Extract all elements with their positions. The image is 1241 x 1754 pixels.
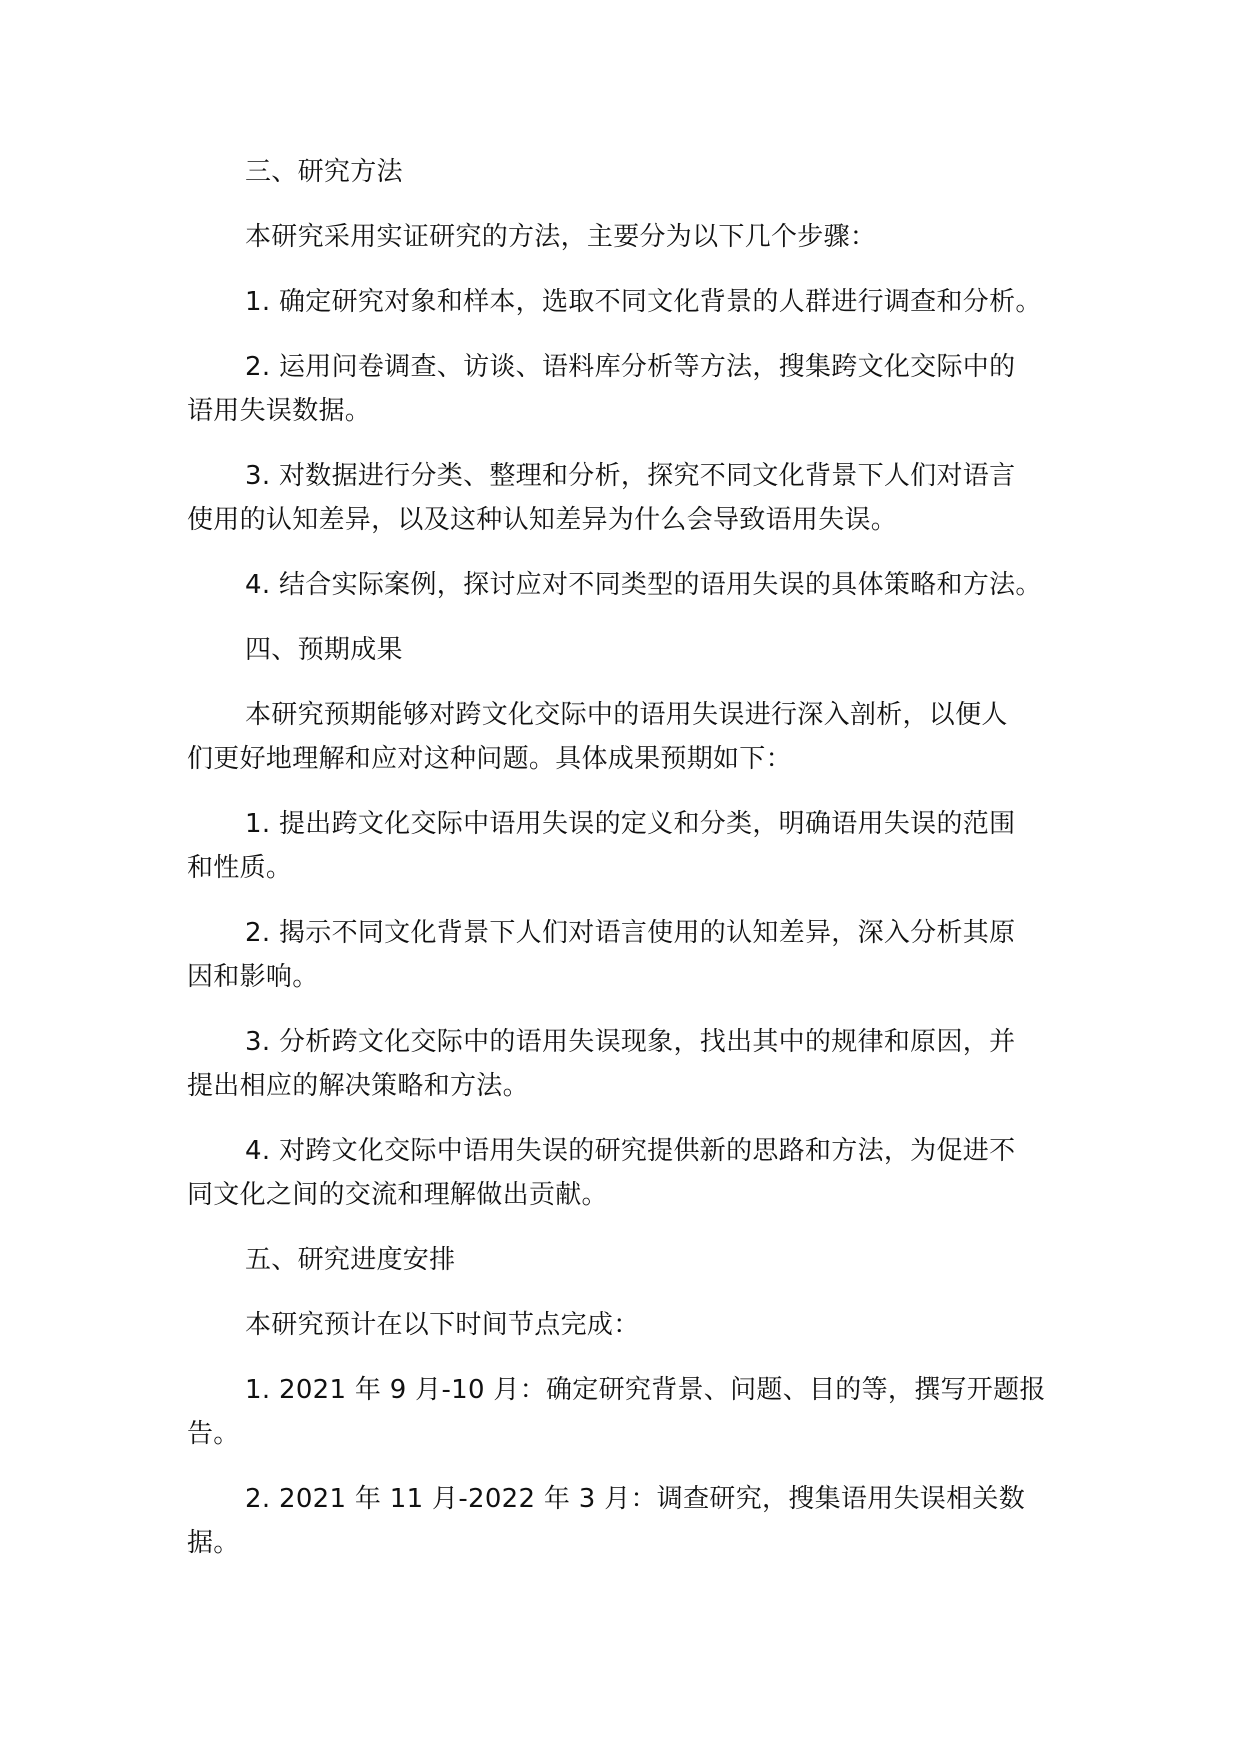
list-item: 4. 对跨文化交际中语用失误的研究提供新的思路和方法，为促进不 同文化之间的交流和理解做出贡献。 bbox=[187, 1136, 1016, 1210]
section-heading-schedule: 五、研究进度安排 bbox=[245, 1245, 456, 1275]
list-item: 2. 运用问卷调查、访谈、语料库分析等方法，搜集跨文化交际中的 语用失误数据。 bbox=[187, 352, 1016, 426]
section-heading-methods: 三、研究方法 bbox=[245, 157, 403, 187]
list-item: 2. 2021 年 11 月-2022 年 3 月：调查研究，搜集语用失误相关数据。 bbox=[187, 1484, 1026, 1558]
list-item: 1. 提出跨文化交际中语用失误的定义和分类，明确语用失误的范围 和性质。 bbox=[187, 809, 1016, 883]
list-item: 3. 对数据进行分类、整理和分析，探究不同文化背景下人们对语言 使用的认知差异，以及这种认知差异为什么会导致语用失误。 bbox=[187, 461, 1016, 535]
list-item: 1. 2021 年 9 月-10 月：确定研究背景、问题、目的等，撰写开题报 告。 bbox=[187, 1375, 1046, 1449]
list-item: 3. 分析跨文化交际中的语用失误现象，找出其中的规律和原因，并 提出相应的解决策略和方法。 bbox=[187, 1027, 1016, 1101]
paragraph: 本研究预计在以下时间节点完成： bbox=[245, 1310, 640, 1340]
list-item: 1. 确定研究对象和样本，选取不同文化背景的人群进行调查和分析。 bbox=[245, 287, 1042, 317]
paragraph: 本研究采用实证研究的方法，主要分为以下几个步骤： bbox=[245, 222, 877, 252]
list-item: 4. 结合实际案例，探讨应对不同类型的语用失误的具体策略和方法。 bbox=[245, 570, 1042, 600]
list-item: 2. 揭示不同文化背景下人们对语言使用的认知差异，深入分析其原 因和影响。 bbox=[187, 918, 1016, 992]
document-body bbox=[187, 150, 1057, 1586]
paragraph: 本研究预期能够对跨文化交际中的语用失误进行深入剖析，以便人 们更好地理解和应对这种问题。具体成果预期如下： bbox=[187, 700, 1008, 774]
section-heading-outcomes: 四、预期成果 bbox=[245, 635, 403, 665]
